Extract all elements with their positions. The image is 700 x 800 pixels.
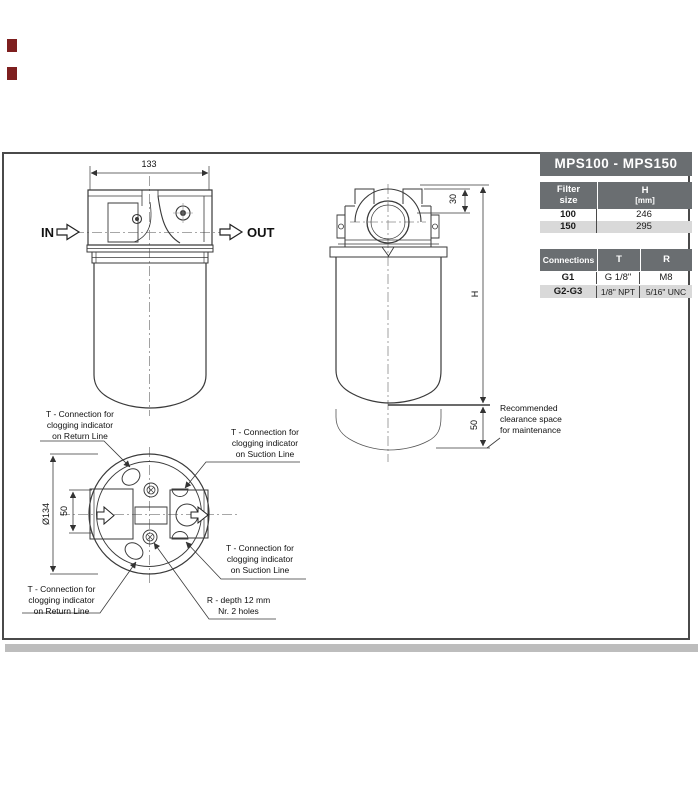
table-row: 150 295	[540, 221, 692, 233]
bottom-out-arrow-icon	[191, 507, 208, 523]
size-table-header	[540, 182, 692, 209]
label-r-depth: R - depth 12 mm Nr. 2 holes	[206, 595, 271, 616]
label-suction-bottom: T - Connection for clogging indicator on Suction Line	[226, 543, 294, 575]
t-header-cell: T	[598, 249, 640, 271]
out-label: OUT	[247, 225, 275, 240]
table-row: 100 246	[540, 209, 692, 221]
size-header-cell: Filter size	[540, 182, 597, 209]
left-view-drawing	[57, 166, 242, 416]
dim-50-text: 50	[469, 420, 479, 431]
label-return-top: T - Connection for clogging indicator on Return Line	[46, 409, 114, 441]
in-label: IN	[41, 225, 54, 240]
table-row: G1 G 1/8" M8	[540, 271, 692, 285]
dim-133-text: 133	[141, 159, 157, 169]
connections-header-cell: Connections	[540, 249, 597, 271]
dim-H-text: H	[470, 290, 480, 298]
in-flow-arrow-icon	[57, 225, 79, 240]
leader-suction-top	[185, 462, 300, 488]
r-header-cell: R	[641, 249, 692, 271]
series-title: MPS100 - MPS150	[540, 152, 692, 176]
spec-panel	[540, 152, 692, 298]
dim-50-bottom-text: 50	[59, 506, 69, 517]
clearance-note: Recommended clearance space for maintenance	[500, 403, 562, 435]
table-row: G2-G3 1/8" NPT 5/16" UNC	[540, 285, 692, 298]
h-header-cell: H [mm]	[598, 182, 692, 209]
bottom-in-arrow-icon	[97, 507, 114, 524]
label-suction-top: T - Connection for clogging indicator on Suction Line	[231, 427, 299, 459]
label-return-bottom: T - Connection for clogging indicator on Return Line	[27, 584, 96, 616]
dim-30-text: 30	[448, 194, 458, 205]
dim-d134-text: Ø134	[41, 502, 51, 526]
out-flow-arrow-icon	[220, 225, 242, 240]
connections-table-header	[540, 249, 692, 271]
